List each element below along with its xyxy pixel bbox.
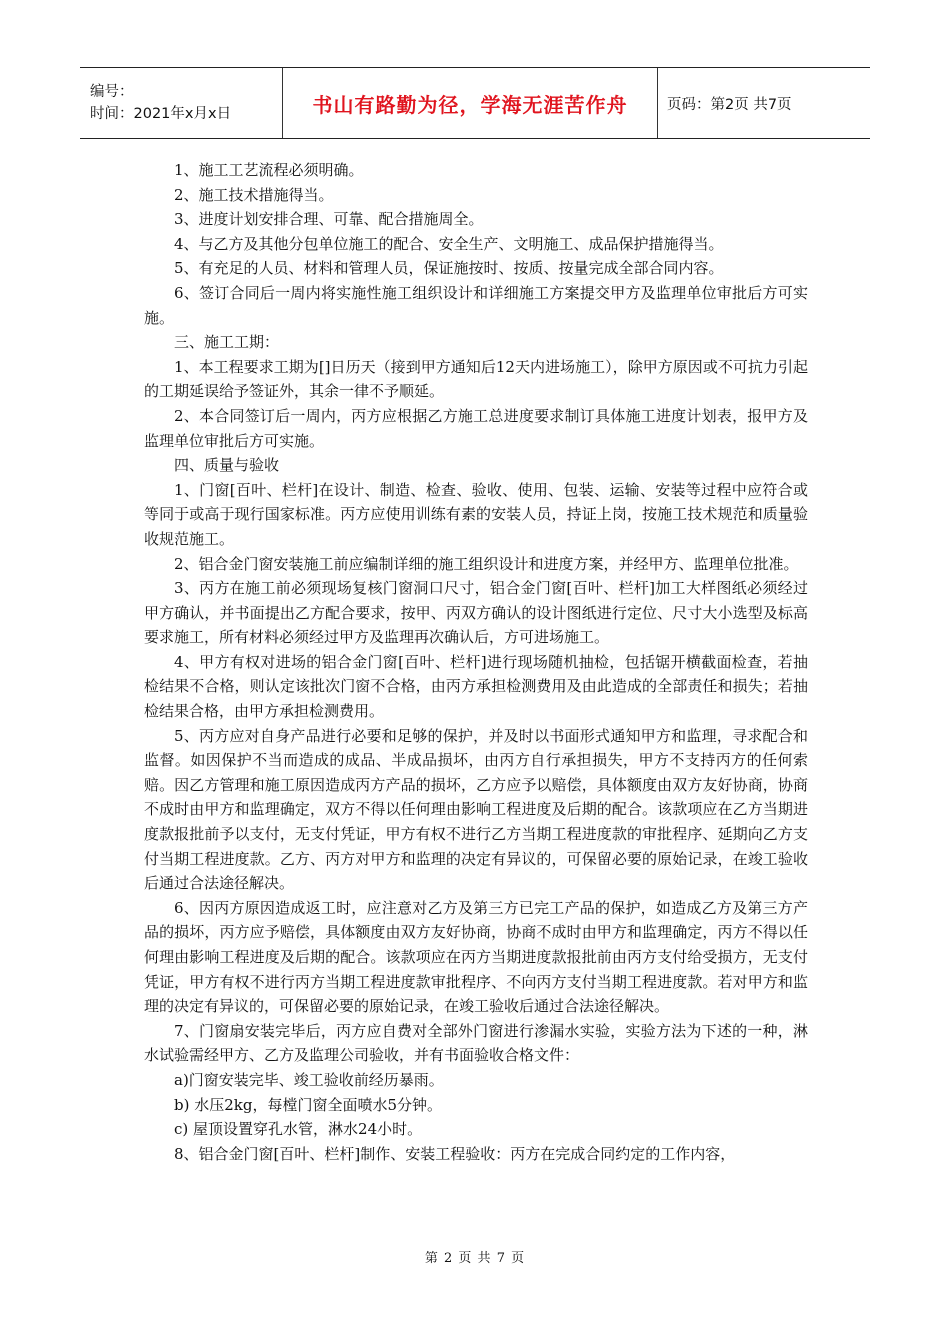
header-page-info-cell — [658, 68, 870, 138]
paragraph: 6、因丙方原因造成返工时，应注意对乙方及第三方已完工产品的保护，如造成乙方及第三方产品的损坏，丙方应予赔偿，具体额度由双方友好协商，协商不成时由甲方和监理确定，丙方不得以任何理由影响工程进度及后期的配合。该款项应在丙方当期进度款报批前由丙方支付给受损方，无支付凭证，甲方有权不进行丙方当期工程进度款审批程序、不向丙方支付当期工程进度款。若对甲方和监理的决定有异议的，可保留必要的原始记录，在竣工验收后通过合法途径解决。 — [144, 898, 808, 1016]
document-body — [144, 158, 808, 1166]
document-code-label: 编号： — [90, 84, 134, 100]
paragraph: 1、本工程要求工期为[]日历天（接到甲方通知后12天内进场施工），除甲方原因或不可抗力引起的工期延误给予签证外，其余一律不予顺延。 — [144, 357, 808, 401]
header-motto-cell — [283, 68, 658, 138]
paragraph: 7、门窗扇安装完毕后，丙方应自费对全部外门窗进行渗漏水实验，实验方法为下述的一种，淋水试验需经甲方、乙方及监理公司验收，并有书面验收合格文件： — [144, 1021, 808, 1065]
section-heading: 三、施工工期： — [174, 333, 280, 352]
paragraph: 4、甲方有权对进场的铝合金门窗[百叶、栏杆]进行现场随机抽检，包括锯开横截面检查，若抽检结果不合格，则认定该批次门窗不合格，由丙方承担检测费用及由此造成的全部责任和损失；若抽检结果合格，由甲方承担检测费用。 — [144, 652, 808, 721]
header-motto: 书山有路勤为径，学海无涯苦作舟 — [312, 92, 628, 117]
list-item: a)门窗安装完毕、竣工验收前经历暴雨。 — [174, 1070, 444, 1089]
paragraph: 2、本合同签订后一周内，丙方应根据乙方施工总进度要求制订具体施工进度计划表，报甲方及监理单位审批后方可实施。 — [144, 406, 808, 450]
paragraph: 3、进度计划安排合理、可靠、配合措施周全。 — [174, 210, 484, 229]
paragraph: 6、签订合同后一周内将实施性施工组织设计和详细施工方案提交甲方及监理单位审批后方可实施。 — [144, 283, 808, 327]
header-page-info: 页码：第2页 共7页 — [667, 96, 792, 113]
page-footer: 第 2 页 共 7 页 — [424, 1251, 526, 1266]
paragraph: 8、铝合金门窗[百叶、栏杆]制作、安装工程验收：丙方在完成合同约定的工作内容， — [174, 1144, 736, 1163]
paragraph: 3、丙方在施工前必须现场复核门窗洞口尺寸，铝合金门窗[百叶、栏杆]加工大样图纸必须经过甲方确认，并书面提出乙方配合要求，按甲、丙双方确认的设计图纸进行定位、尺寸大小选型及标高要求施工，所有材料必须经过甲方及监理再次确认后，方可进场施工。 — [144, 579, 808, 647]
paragraph: 1、施工工艺流程必须明确。 — [174, 161, 364, 179]
document-date: 时间：2021年x月x日 — [90, 106, 232, 122]
paragraph: 5、丙方应对自身产品进行必要和足够的保护，并及时以书面形式通知甲方和监理，寻求配合和监督。如因保护不当而造成的成品、半成品损坏，由丙方自行承担损失，甲方不支持丙方的任何索赔。因乙方管理和施工原因造成丙方产品的损坏，乙方应予以赔偿，具体额度由双方友好协商，协商不成时由甲方和监理确定，双方不得以任何理由影响工程进度及后期的配合。该款项应在乙方当期进度款报批前予以支付，无支付凭证，甲方有权不进行乙方当期工程进度款的审批程序、延期向乙方支付当期工程进度款。乙方、丙方对甲方和监理的决定有异议的，可保留必要的原始记录，在竣工验收后通过合法途径解决。 — [144, 726, 808, 893]
list-item: b) 水压2kg，每樘门窗全面喷水5分钟。 — [174, 1095, 443, 1114]
page-header — [80, 67, 870, 139]
paragraph: 5、有充足的人员、材料和管理人员，保证施按时、按质、按量完成全部合同内容。 — [174, 259, 724, 278]
paragraph: 2、施工技术措施得当。 — [174, 185, 334, 204]
paragraph: 4、与乙方及其他分包单位施工的配合、安全生产、文明施工、成品保护措施得当。 — [174, 234, 724, 253]
paragraph: 1、门窗[百叶、栏杆]在设计、制造、检查、验收、使用、包装、运输、安装等过程中应符合或等同于或高于现行国家标准。丙方应使用训练有素的安装人员，持证上岗，按施工技术规范和质量验收规范施工。 — [144, 480, 808, 548]
list-item: c) 屋顶设置穿孔水管，淋水24小时。 — [174, 1120, 423, 1139]
header-meta — [80, 68, 283, 138]
paragraph: 2、铝合金门窗安装施工前应编制详细的施工组织设计和进度方案，并经甲方、监理单位批准。 — [174, 554, 799, 573]
section-heading: 四、质量与验收 — [174, 456, 280, 475]
